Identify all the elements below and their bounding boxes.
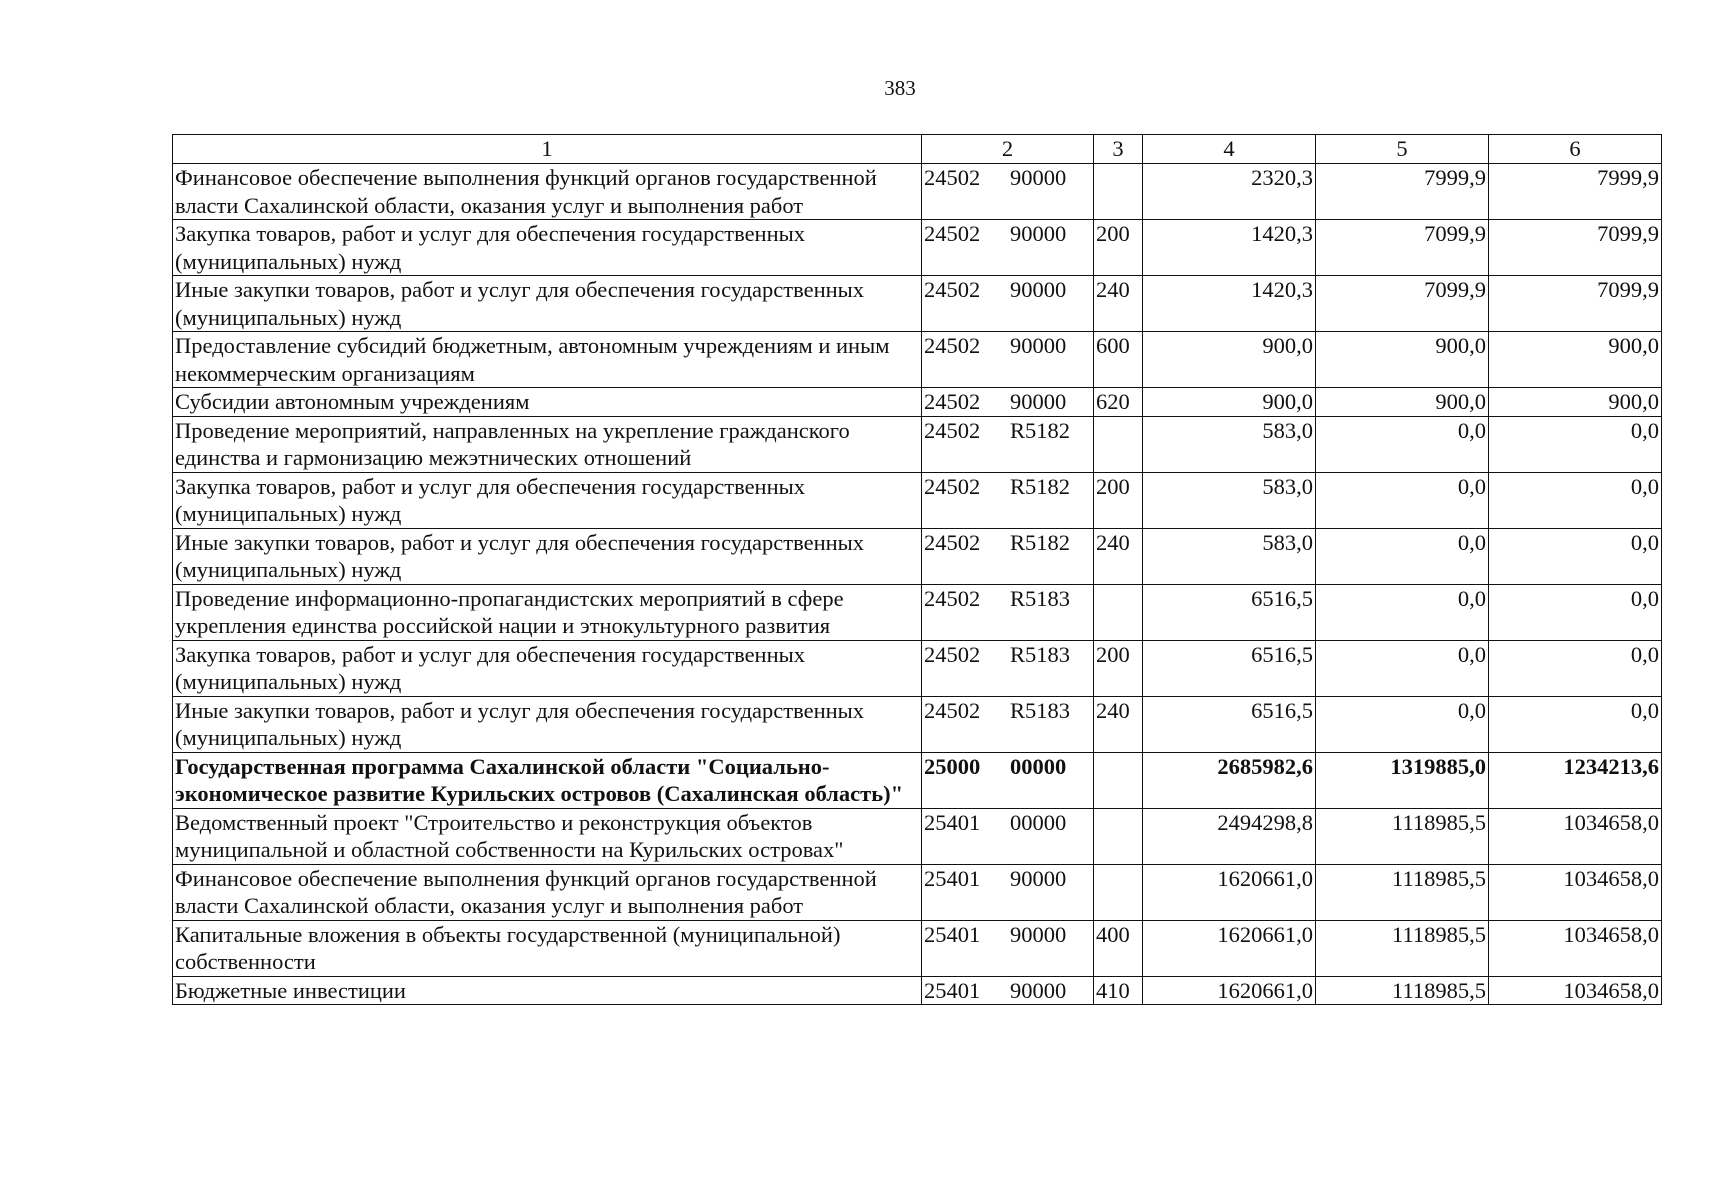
table-row (173, 976, 1662, 1005)
row-value-4: 2494298,8 (1143, 808, 1316, 864)
code-part-1: 25401 (924, 977, 981, 1003)
column-header-1: 1 (173, 135, 922, 164)
row-expense-type: 620 (1094, 388, 1143, 417)
row-value-4: 1420,3 (1143, 220, 1316, 276)
table-row (173, 528, 1662, 584)
row-code (922, 752, 1094, 808)
row-value-4: 6516,5 (1143, 696, 1316, 752)
row-expense-type: 400 (1094, 920, 1143, 976)
row-value-5: 7099,9 (1316, 220, 1489, 276)
row-value-6: 7099,9 (1489, 276, 1662, 332)
code-part-2: 90000 (1010, 165, 1067, 190)
row-code (922, 976, 1094, 1005)
row-expense-type: 240 (1094, 276, 1143, 332)
row-value-5: 0,0 (1316, 584, 1489, 640)
row-value-4: 1420,3 (1143, 276, 1316, 332)
row-value-6: 0,0 (1489, 696, 1662, 752)
table-row (173, 584, 1662, 640)
row-expense-type (1094, 164, 1143, 220)
row-code (922, 332, 1094, 388)
code-part-2: 90000 (1010, 221, 1067, 246)
row-value-6: 0,0 (1489, 640, 1662, 696)
row-value-6: 0,0 (1489, 472, 1662, 528)
row-value-5: 0,0 (1316, 416, 1489, 472)
row-value-6: 7999,9 (1489, 164, 1662, 220)
row-value-5: 900,0 (1316, 332, 1489, 388)
row-expense-type: 240 (1094, 528, 1143, 584)
row-value-5: 1118985,5 (1316, 976, 1489, 1005)
row-name: Капитальные вложения в объекты государственной (муниципальной) собственности (173, 920, 922, 976)
table-row (173, 640, 1662, 696)
row-value-6: 0,0 (1489, 528, 1662, 584)
code-part-1: 24502 (924, 333, 981, 358)
row-value-4: 2685982,6 (1143, 752, 1316, 808)
row-name: Государственная программа Сахалинской области "Социально-экономическое развитие Курильских островов (Сахалинская область)" (173, 752, 922, 808)
code-part-2: R5183 (1010, 697, 1071, 723)
row-value-6: 1034658,0 (1489, 976, 1662, 1005)
code-part-1: 24502 (924, 277, 981, 302)
row-name: Проведение мероприятий, направленных на укрепление гражданского единства и гармонизацию межэтнических отношений (173, 416, 922, 472)
row-value-4: 1620661,0 (1143, 864, 1316, 920)
column-header-5: 5 (1316, 135, 1489, 164)
row-code (922, 864, 1094, 920)
row-code (922, 808, 1094, 864)
row-name: Финансовое обеспечение выполнения функций органов государственной власти Сахалинской области, оказания услуг и выполнения работ (173, 864, 922, 920)
row-expense-type (1094, 416, 1143, 472)
code-part-1: 24502 (924, 529, 981, 555)
row-value-5: 0,0 (1316, 696, 1489, 752)
row-value-4: 900,0 (1143, 332, 1316, 388)
row-code (922, 388, 1094, 417)
code-part-2: R5182 (1010, 473, 1071, 499)
table-row (173, 472, 1662, 528)
code-part-1: 24502 (924, 585, 981, 611)
row-expense-type (1094, 864, 1143, 920)
code-part-2: 90000 (1010, 277, 1067, 302)
row-name: Закупка товаров, работ и услуг для обеспечения государственных (муниципальных) нужд (173, 472, 922, 528)
row-expense-type: 600 (1094, 332, 1143, 388)
table-row (173, 220, 1662, 276)
code-part-2: R5182 (1010, 529, 1071, 555)
code-part-2: 90000 (1010, 977, 1067, 1003)
code-part-2: 90000 (1010, 389, 1067, 414)
row-code (922, 276, 1094, 332)
row-name: Субсидии автономным учреждениям (173, 388, 922, 417)
row-value-4: 6516,5 (1143, 640, 1316, 696)
row-value-4: 6516,5 (1143, 584, 1316, 640)
row-value-5: 1118985,5 (1316, 920, 1489, 976)
code-part-1: 25000 (924, 753, 981, 779)
code-part-1: 24502 (924, 473, 981, 499)
row-value-6: 900,0 (1489, 388, 1662, 417)
row-expense-type: 240 (1094, 696, 1143, 752)
code-part-1: 24502 (924, 641, 981, 667)
row-expense-type: 410 (1094, 976, 1143, 1005)
row-expense-type (1094, 808, 1143, 864)
code-part-1: 24502 (924, 389, 981, 414)
row-value-6: 7099,9 (1489, 220, 1662, 276)
row-expense-type (1094, 584, 1143, 640)
table-row (173, 332, 1662, 388)
code-part-2: R5183 (1010, 585, 1071, 611)
column-header-4: 4 (1143, 135, 1316, 164)
table-body (173, 164, 1662, 1005)
row-expense-type (1094, 752, 1143, 808)
budget-table (172, 134, 1662, 1005)
row-expense-type: 200 (1094, 220, 1143, 276)
code-part-1: 25401 (924, 921, 981, 947)
row-name: Иные закупки товаров, работ и услуг для обеспечения государственных (муниципальных) нужд (173, 276, 922, 332)
code-part-1: 24502 (924, 417, 981, 443)
row-value-5: 900,0 (1316, 388, 1489, 417)
row-value-5: 1118985,5 (1316, 864, 1489, 920)
row-name: Финансовое обеспечение выполнения функций органов государственной власти Сахалинской области, оказания услуг и выполнения работ (173, 164, 922, 220)
row-value-4: 2320,3 (1143, 164, 1316, 220)
table-row (173, 164, 1662, 220)
code-part-1: 24502 (924, 697, 981, 723)
code-part-2: 00000 (1010, 753, 1067, 779)
header-row (173, 135, 1662, 164)
row-code (922, 920, 1094, 976)
row-code (922, 416, 1094, 472)
row-value-6: 900,0 (1489, 332, 1662, 388)
row-value-4: 900,0 (1143, 388, 1316, 417)
code-part-2: R5182 (1010, 417, 1071, 443)
code-part-2: 90000 (1010, 333, 1067, 358)
row-expense-type: 200 (1094, 640, 1143, 696)
table-row (173, 696, 1662, 752)
code-part-1: 24502 (924, 165, 981, 190)
column-header-6: 6 (1489, 135, 1662, 164)
row-code (922, 584, 1094, 640)
row-expense-type: 200 (1094, 472, 1143, 528)
row-code (922, 220, 1094, 276)
row-value-5: 0,0 (1316, 640, 1489, 696)
row-name: Предоставление субсидий бюджетным, автономным учреждениям и иным некоммерческим организациям (173, 332, 922, 388)
page-number: 383 (884, 76, 916, 100)
column-header-3: 3 (1094, 135, 1143, 164)
code-part-1: 24502 (924, 221, 981, 246)
row-value-5: 1118985,5 (1316, 808, 1489, 864)
row-value-6: 1234213,6 (1489, 752, 1662, 808)
row-name: Закупка товаров, работ и услуг для обеспечения государственных (муниципальных) нужд (173, 640, 922, 696)
row-code (922, 640, 1094, 696)
table-row (173, 752, 1662, 808)
row-name: Ведомственный проект "Строительство и реконструкция объектов муниципальной и областной собственности на Курильских островах" (173, 808, 922, 864)
code-part-1: 25401 (924, 865, 981, 891)
code-part-2: R5183 (1010, 641, 1071, 667)
column-header-2: 2 (922, 135, 1094, 164)
table-row (173, 864, 1662, 920)
row-value-6: 1034658,0 (1489, 920, 1662, 976)
table-row (173, 808, 1662, 864)
row-code (922, 164, 1094, 220)
code-part-1: 25401 (924, 809, 981, 835)
row-value-6: 1034658,0 (1489, 808, 1662, 864)
row-value-5: 7999,9 (1316, 164, 1489, 220)
table-row (173, 416, 1662, 472)
row-value-4: 583,0 (1143, 472, 1316, 528)
row-value-6: 0,0 (1489, 584, 1662, 640)
row-value-5: 7099,9 (1316, 276, 1489, 332)
row-value-5: 0,0 (1316, 528, 1489, 584)
row-name: Иные закупки товаров, работ и услуг для обеспечения государственных (муниципальных) нужд (173, 696, 922, 752)
row-value-4: 1620661,0 (1143, 920, 1316, 976)
code-part-2: 00000 (1010, 809, 1067, 835)
row-code (922, 696, 1094, 752)
row-value-4: 583,0 (1143, 528, 1316, 584)
table-row (173, 388, 1662, 417)
table-row (173, 920, 1662, 976)
row-code (922, 528, 1094, 584)
row-value-4: 583,0 (1143, 416, 1316, 472)
row-value-4: 1620661,0 (1143, 976, 1316, 1005)
row-name: Закупка товаров, работ и услуг для обеспечения государственных (муниципальных) нужд (173, 220, 922, 276)
code-part-2: 90000 (1010, 921, 1067, 947)
row-name: Иные закупки товаров, работ и услуг для обеспечения государственных (муниципальных) нужд (173, 528, 922, 584)
row-value-6: 0,0 (1489, 416, 1662, 472)
row-value-5: 1319885,0 (1316, 752, 1489, 808)
table-row (173, 276, 1662, 332)
row-value-5: 0,0 (1316, 472, 1489, 528)
row-name: Проведение информационно-пропагандистских мероприятий в сфере укрепления единства российской нации и этнокультурного развития (173, 584, 922, 640)
row-code (922, 472, 1094, 528)
code-part-2: 90000 (1010, 865, 1067, 891)
row-name: Бюджетные инвестиции (173, 976, 922, 1005)
row-value-6: 1034658,0 (1489, 864, 1662, 920)
